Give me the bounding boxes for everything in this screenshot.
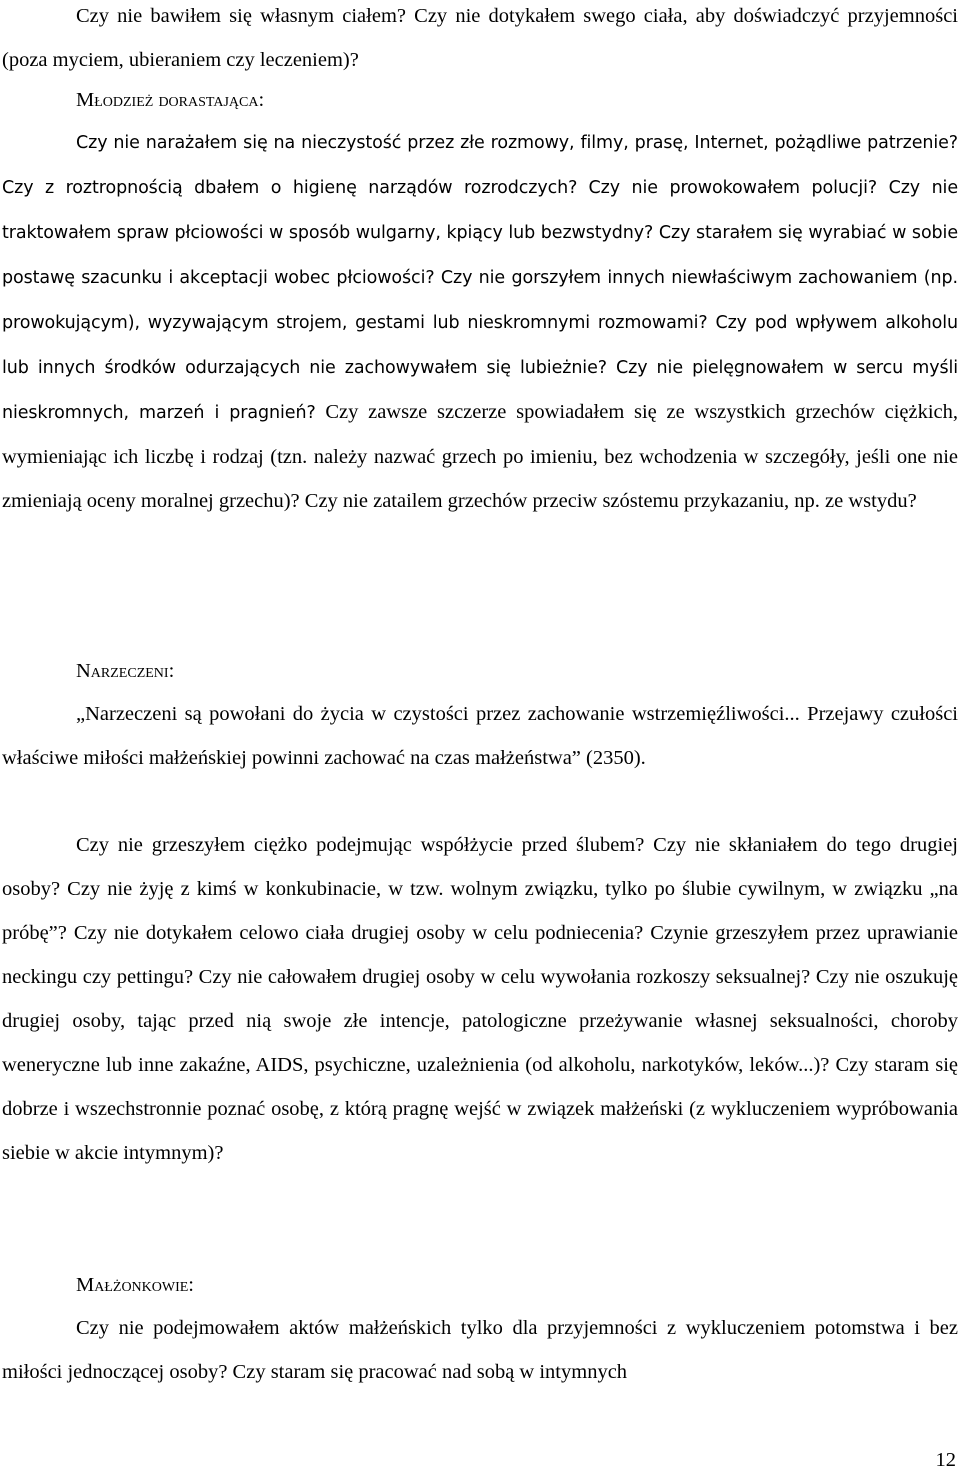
spouses-body-paragraph <box>2 1306 958 1394</box>
engaged-body-paragraph <box>2 823 958 1175</box>
youth-body-part3: Czy zawsze szczerze spowiadałem się ze wszystkich grzechów ciężkich, wymieniając ich liczbę i rodzaj (tzn. należy nazwać grzech po imieniu, bez wchodzenia w szczegóły, jeśli one nie zmieniają oceny moralnej grzechu)? Czy nie zatailem grzechów przeciw szóstemu przykazaniu, np. ze wstydu? <box>2 401 959 512</box>
engaged-body: Czy nie grzeszyłem ciężko podejmując współżycie przed ślubem? Czy nie skłaniałem do tego drugiej osoby? Czy nie żyję z kimś w konkubinacie, w tzw. wolnym związku, tylko po ślubie cywilnym, w związku „na próbę”? Czy nie dotykałem celowo ciała drugiej osoby w celu podniecenia? Czynie grzeszyłem przez uprawianie neckingu czy pettingu? Czy nie całowałem drugiej osoby w celu wywołania rozkoszy seksualnej? Czy nie oszukuję drugiej osoby, tając przed nią swoje złe intencje, patologiczne przeżywanie własnej seksualności, choroby weneryczne lub inne zakaźne, AIDS, psychiczne, uzależnienia (od alkoholu, narkotyków, leków...)? Czy staram się dobrze i wszechstronnie poznać osobę, z którą pragnę wejść w związek małżeński (z wykluczeniem wypróbowania siebie w akcie intymnym)? <box>2 834 958 1164</box>
page-number: 12 <box>935 1449 956 1471</box>
youth-intro-paragraph <box>2 0 958 82</box>
engaged-quote: „Narzeczeni są powołani do życia w czystości przez zachowanie wstrzemięźliwości... Przejawy czułości właściwe miłości małżeńskiej powinni zachować na czas małżeństwa” (2350). <box>2 703 958 769</box>
spouses-heading: Małżonkowie: <box>76 1274 195 1296</box>
engaged-heading: Narzeczeni: <box>76 660 175 682</box>
youth-body-part2: Czy nie prowokowałem polucji? Czy nie traktowałem spraw płciowości w sposób wulgarny, kpiący lub bezwstydny? Czy starałem się wyrabiać w sobie postawę szacunku i akceptacji wobec płciowości? Czy nie gorszyłem innych niewłaściwym zachowaniem (np. prowokującym), wyzywającym strojem, gestami lub nieskromnymi rozmowami? Czy pod wpływem alkoholu lub innych środków odurzających nie zachowywałem się lubieżnie? Czy nie pielęgnowałem w sercu myśli nieskromnych, marzeń i pragnień? <box>2 178 958 423</box>
youth-heading: Młodzież dorastająca: <box>76 89 265 111</box>
youth-body-part1: Czy nie narażałem się na nieczystość przez złe rozmowy, filmy, prasę, Internet, pożądliwe patrzenie? Czy z roztropnością dbałem o higienę narządów rozrodczych? <box>2 133 958 198</box>
spouses-body: Czy nie podejmowałem aktów małżeńskich tylko dla przyjemności z wykluczeniem potomstwa i bez miłości jednoczącej osoby? Czy staram się pracować nad sobą w intymnych <box>2 1317 958 1383</box>
youth-intro-text: Czy nie bawiłem się własnym ciałem? Czy nie dotykałem swego ciała, aby doświadczyć przyjemności (poza myciem, ubieraniem czy leczeniem)? <box>2 5 958 71</box>
youth-body-paragraph <box>2 120 958 523</box>
engaged-quote-paragraph <box>2 692 958 780</box>
